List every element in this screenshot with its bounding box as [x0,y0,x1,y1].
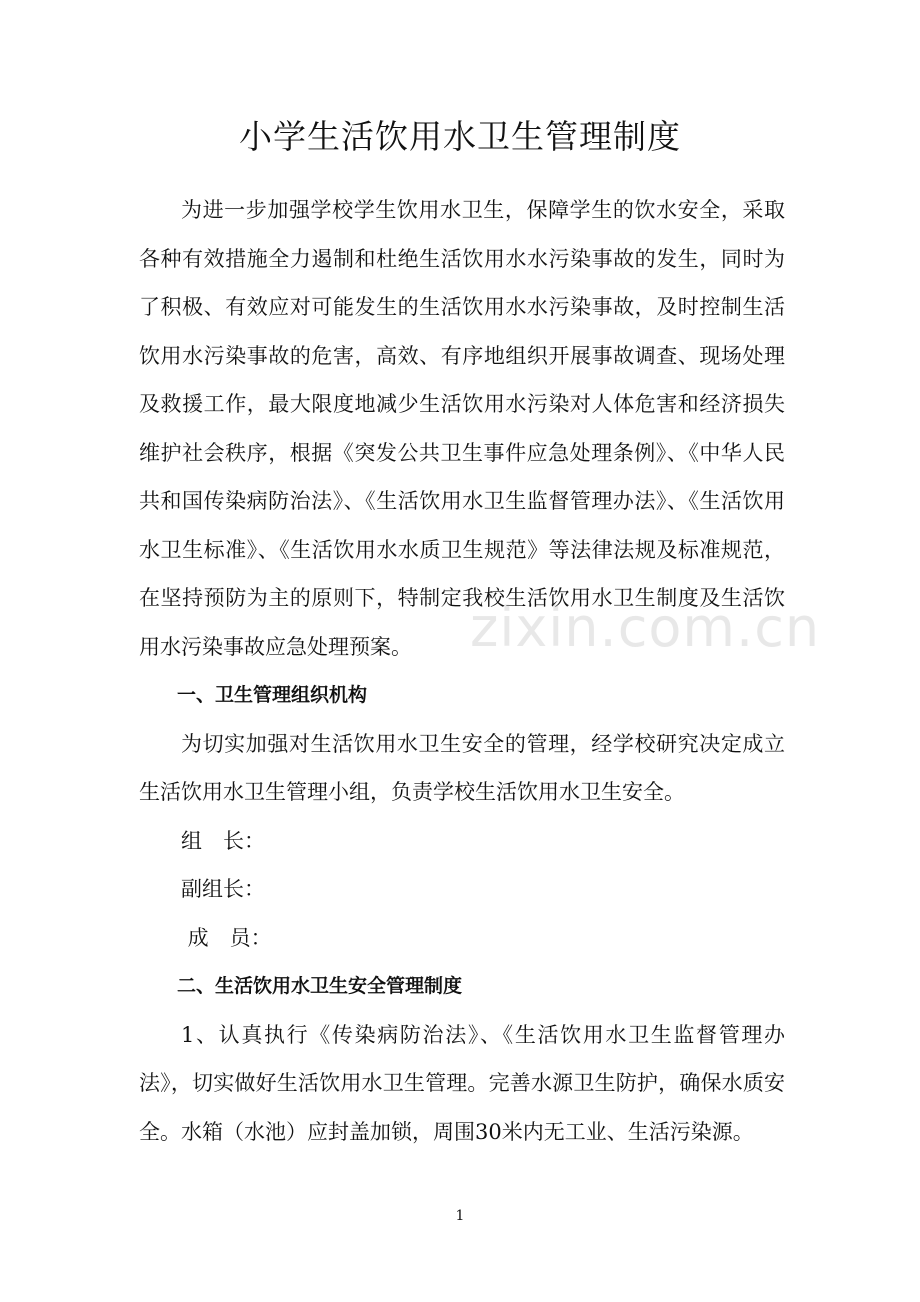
section-heading-management-rules: 二、生活饮用水卫生安全管理制度 [177,975,463,997]
deputy-leader-line: 副组长： [181,877,265,901]
document-body [139,186,785,1156]
intro-paragraph: 为进一步加强学校学生饮用水卫生，保障学生的饮水安全，采取各种有效措施全力遏制和杜绝生活饮用水水污染事故的发生，同时为了积极、有效应对可能发生的生活饮用水水污染事故，及时控制生活饮用水污染事故的危害，高效、有序地组织开展事故调查、现场处理及救援工作，最大限度地减少生活饮用水污染对人体危害和经济损失维护社会秩序，根据《突发公共卫生事件应急处理条例》、《中华人民共和国传染病防治法》、《生活饮用水卫生监督管理办法》、《生活饮用水卫生标准》、《生活饮用水水质卫生规范》等法律法规及标准规范，在坚持预防为主的原则下，特制定我校生活饮用水卫生制度及生活饮用水污染事故应急处理预案。 [139,198,785,659]
members-line: 成 员： [181,925,272,950]
document-title: 小学生活饮用水卫生管理制度 [239,117,681,156]
rule-item-1: 1、认真执行《传染病防治法》、《生活饮用水卫生监督管理办法》，切实做好生活饮用水卫生管理。完善水源卫生防护，确保水质安全。水箱（水池）应封盖加锁，周围30米内无工业、生活污染源。 [139,1022,785,1144]
page-number: 1 [455,1208,465,1224]
organization-paragraph: 为切实加强对生活饮用水卫生安全的管理，经学校研究决定成立生活饮用水卫生管理小组，负责学校生活饮用水卫生安全。 [139,731,785,804]
section-heading-organization: 一、卫生管理组织机构 [177,684,368,706]
leader-line: 组 长： [181,828,265,853]
watermark: zixin.com.cn [470,596,821,659]
